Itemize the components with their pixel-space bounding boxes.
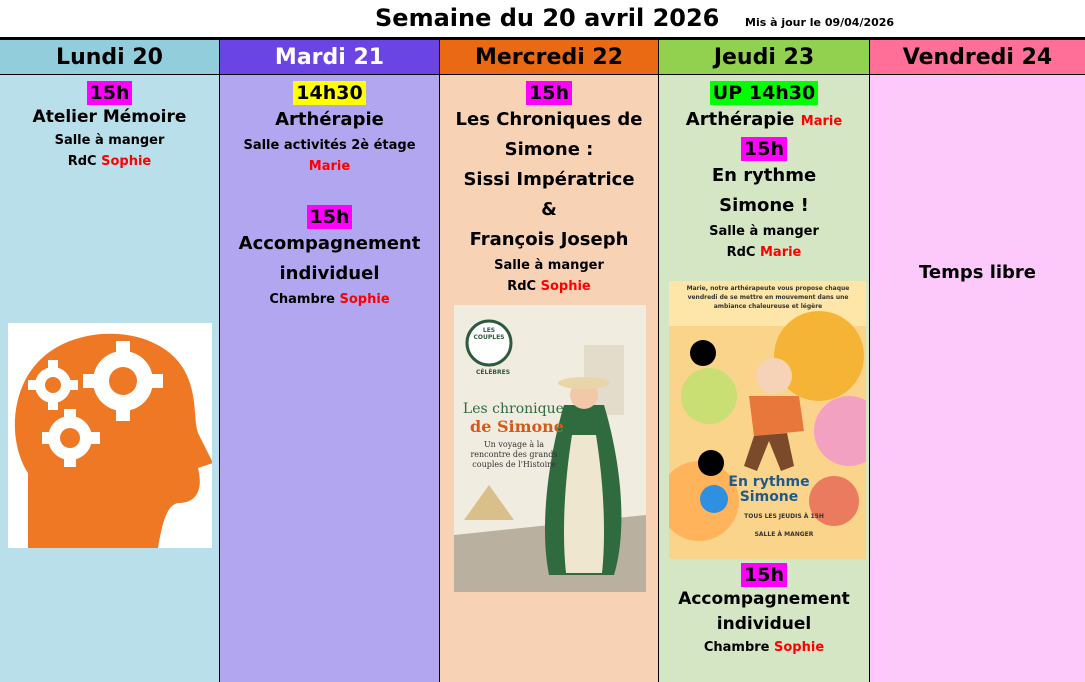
poster-place: SALLE À MANGER <box>754 531 814 538</box>
day-body-jeudi <box>659 75 869 682</box>
day-body-mercredi <box>440 75 658 682</box>
poster-title-line2: Simone <box>739 489 799 505</box>
day-column-mercredi <box>440 40 659 682</box>
room-label: Salle activités 2è étage <box>243 138 416 153</box>
brain-gears-image <box>8 323 212 548</box>
day-body-vendredi <box>870 75 1085 682</box>
time-badge: 15h <box>87 81 133 105</box>
activity-title: Arthérapie <box>685 109 795 130</box>
day-column-mardi <box>220 40 440 682</box>
day-body-mardi <box>220 75 439 682</box>
room-label: Chambre <box>269 292 335 307</box>
activity-line5: François Joseph <box>469 229 629 250</box>
day-column-vendredi <box>870 40 1085 682</box>
poster-badge-top: LES COUPLES <box>473 327 505 341</box>
page-title: Semaine du 20 avril 2026 <box>375 4 720 32</box>
poster-badge-bottom: CÉLÈBRES <box>476 369 511 376</box>
activity-line2: Simone : <box>504 139 594 160</box>
page-header <box>0 0 1085 38</box>
time-badge: 15h <box>526 81 572 105</box>
staff-name: Sophie <box>101 154 152 169</box>
activity-title: Atelier Mémoire <box>32 107 187 127</box>
activity3-title-line1: Accompagnement <box>678 589 850 609</box>
day-header-mercredi: Mercredi 22 <box>440 40 658 75</box>
floor-label: RdC <box>67 154 97 169</box>
activity-title: Arthérapie <box>275 109 384 130</box>
room-label: Salle à manger <box>709 224 819 239</box>
staff-name-2: Marie <box>759 245 802 260</box>
activity-title-line2: Simone ! <box>719 195 809 216</box>
activity-title-line1: En rythme <box>711 165 817 186</box>
room-label: Salle à manger <box>494 258 604 273</box>
room-label-3: Chambre <box>703 640 770 655</box>
time-badge: 14h30 <box>293 81 365 105</box>
poster-title-line1: Les chroniques <box>462 401 572 417</box>
en-rythme-simone-poster <box>669 281 866 559</box>
staff-name-3: Sophie <box>774 640 825 655</box>
poster-title-line2: de Simone <box>470 417 564 436</box>
day-header-lundi: Lundi 20 <box>0 40 219 75</box>
update-date: Mis à jour le 09/04/2026 <box>745 16 895 29</box>
staff-name: Marie <box>308 159 351 174</box>
day-column-lundi <box>0 40 220 682</box>
poster-subtitle: Un voyage à la rencontre des grands couples de l'Histoire <box>470 440 558 469</box>
activity-line1: Les Chroniques de <box>455 109 643 130</box>
activity3-title-line2: individuel <box>716 614 812 634</box>
day-body-lundi <box>0 75 219 682</box>
room-label: Salle à manger <box>54 133 165 148</box>
floor-label: RdC <box>507 279 537 294</box>
day-header-jeudi: Jeudi 23 <box>659 40 869 75</box>
poster-schedule: TOUS LES JEUDIS À 15H <box>744 513 824 520</box>
day-header-mardi: Mardi 21 <box>220 40 439 75</box>
staff-name: Sophie <box>339 292 390 307</box>
activity-title-line2: individuel <box>279 263 380 284</box>
day-column-jeudi <box>659 40 870 682</box>
day-header-vendredi: Vendredi 24 <box>870 40 1085 75</box>
activity-line3: Sissi Impératrice <box>463 169 635 190</box>
time-badge-2: 15h <box>741 137 787 161</box>
activity-title: Temps libre <box>918 262 1037 283</box>
time-badge: 15h <box>307 205 353 229</box>
time-badge-3: 15h <box>741 563 787 587</box>
staff-name: Marie <box>800 114 843 129</box>
floor-label: RdC <box>726 245 756 260</box>
activity-line4: & <box>541 199 557 220</box>
poster-intro: Marie, notre arthérapeute vous propose chaque vendredi de se mettre en mouvement dans une ambiance chaleureuse et légère <box>686 285 850 310</box>
staff-name: Sophie <box>540 279 591 294</box>
chroniques-simone-poster <box>454 305 646 592</box>
time-badge: UP 14h30 <box>710 81 818 105</box>
activity-title-line1: Accompagnement <box>238 233 421 254</box>
poster-title-line1: En rythme <box>728 474 810 490</box>
